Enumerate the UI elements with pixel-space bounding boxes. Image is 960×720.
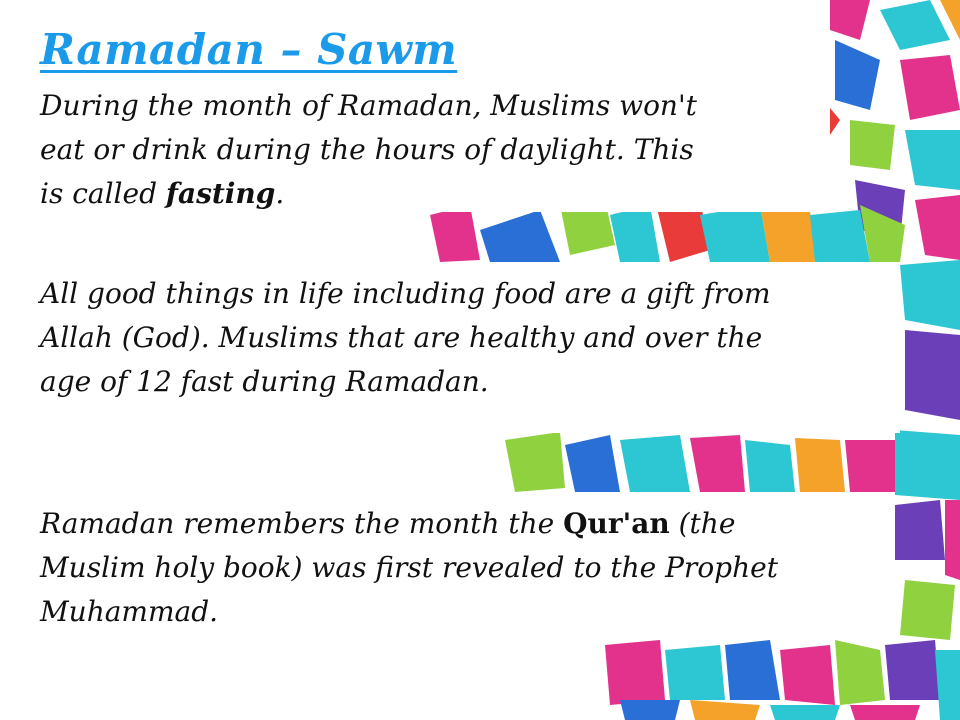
paragraph-line: eat or drink during the hours of daylight. This (40, 133, 694, 166)
mosaic-tile (505, 432, 565, 492)
paragraph-line: Muslim holy book) was first revealed to the Prophet (40, 551, 778, 584)
mosaic-tile (770, 705, 840, 720)
mosaic-tile (945, 500, 960, 580)
keyword-quran: Qur'an (563, 507, 670, 540)
mosaic-tile (605, 640, 665, 705)
panel-middle-left (0, 425, 505, 505)
mosaic-tile (480, 210, 560, 262)
mosaic-tile (915, 195, 960, 260)
mosaic-tile (835, 40, 880, 110)
mosaic-tile (935, 650, 960, 720)
paragraph-line: (the (669, 507, 736, 540)
mosaic-tile (795, 438, 845, 492)
mosaic-tile (810, 210, 870, 262)
mosaic-tile (885, 640, 940, 700)
paragraph-line: Ramadan remembers the month the (40, 507, 564, 540)
paragraph-line: Allah (God). Muslims that are healthy and over the (40, 321, 763, 354)
mosaic-tile (905, 330, 960, 420)
paragraph-line: Muhammad. (40, 595, 219, 628)
paragraph-gift (40, 272, 771, 404)
paragraph-line: age of 12 fast during Ramadan. (40, 365, 489, 398)
mosaic-tile (745, 440, 795, 492)
paragraph-quran (40, 502, 778, 634)
keyword-fasting: fasting (165, 177, 276, 210)
mosaic-tile (845, 440, 895, 492)
mosaic-tile (900, 260, 960, 330)
paragraph-fasting (40, 84, 697, 216)
mosaic-tile (725, 640, 780, 700)
paragraph-line: During the month of Ramadan, Muslims won't (40, 89, 697, 122)
mosaic-tile (690, 435, 745, 492)
mosaic-tile (620, 435, 690, 492)
page-title: Ramadan – Sawm (40, 25, 458, 74)
mosaic-tile (900, 580, 955, 640)
paragraph-line: is called (40, 177, 166, 210)
mosaic-tile (900, 55, 960, 120)
mosaic-tile (850, 705, 920, 720)
mosaic-tile (690, 700, 760, 720)
mosaic-tile (780, 645, 835, 705)
mosaic-tile (850, 120, 895, 170)
mosaic-tile (700, 205, 770, 262)
paragraph-punctuation: . (275, 177, 285, 210)
mosaic-tile (880, 0, 950, 50)
mosaic-tile (565, 435, 620, 492)
mosaic-tile (905, 130, 960, 190)
mosaic-tile (665, 645, 725, 700)
mosaic-tile (620, 700, 680, 720)
panel-bottom-left (0, 635, 605, 720)
mosaic-tile (895, 500, 945, 560)
paragraph-line: All good things in life including food are a gift from (40, 277, 771, 310)
mosaic-tile (895, 430, 960, 500)
mosaic-tile (835, 640, 885, 705)
